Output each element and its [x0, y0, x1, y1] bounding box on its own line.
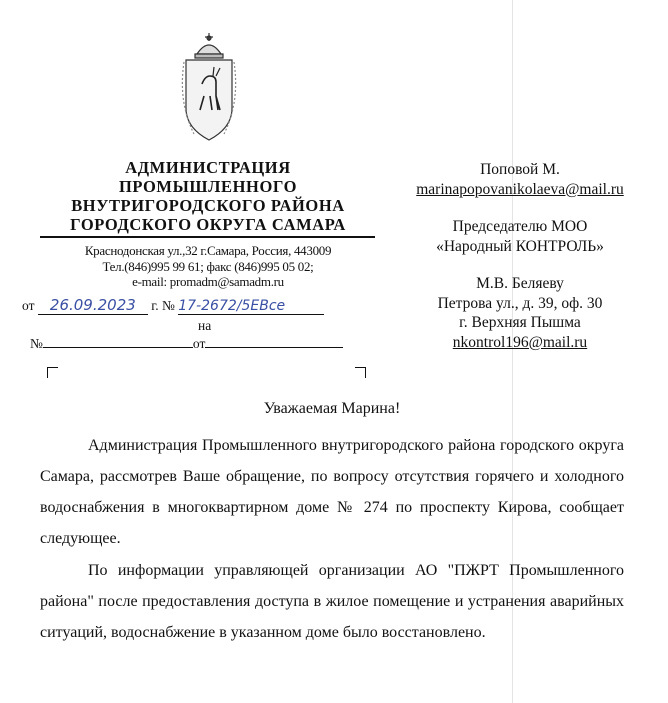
corner-mark-left [47, 367, 58, 378]
org-email: e-mail: promadm@samadm.ru [132, 274, 284, 289]
salutation: Уважаемая Марина! [263, 400, 401, 417]
org-line-2: ПРОМЫШЛЕННОГО [118, 177, 298, 196]
recipient-1-email: marinapopovanikolaeva@mail.ru [416, 180, 624, 198]
recipient-1-name: Поповой М. [480, 161, 560, 178]
number-label: № [162, 298, 175, 313]
recipients-block [400, 160, 640, 352]
org-phone: Тел.(846)995 99 61; факс (846)995 05 02; [102, 258, 314, 274]
corner-mark-right [355, 367, 366, 378]
recipient-3-name: М.В. Беляеву [476, 275, 564, 292]
org-address: Краснодонская ул.,32 г.Самара, Россия, 443009 [84, 243, 332, 258]
reply-line [30, 336, 343, 352]
number-handwritten: 17-2672/5ЕВсе [178, 298, 286, 314]
reply-from-label: от [192, 336, 206, 351]
org-line-3: ВНУТРИГОРОДСКОГО РАЙОНА [71, 196, 345, 215]
samara-coat-of-arms-icon [180, 32, 238, 152]
year-suffix: г. [151, 298, 159, 313]
reply-date-blank [205, 347, 343, 348]
paragraph-1: Администрация Промышленного внутригородского района городского округа Самара, рассмотрев Ваше обращение, по вопросу отсутствия горячего и холодного водоснабжения в многоквартирном доме № 274 по проспекту Кирова, сообщает следующее. [40, 437, 624, 547]
reply-number-blank [43, 347, 193, 348]
paragraph-2: По информации управляющей организации АО "ПЖРТ Промышленного района" после предоставления доступа в жилое помещение и устранения аварийных ситуаций, водоснабжение в указанном доме было восстановлено. [40, 562, 624, 641]
organization-name [40, 158, 376, 234]
org-contacts [40, 243, 376, 290]
date-field [38, 296, 148, 315]
from-label: от [22, 298, 35, 313]
number-field [178, 298, 324, 315]
header-divider [40, 236, 375, 238]
recipient-2-title-line1: Председателю МОО [452, 218, 588, 235]
org-line-1: АДМИНИСТРАЦИЯ [125, 158, 291, 177]
reply-label: на [198, 318, 212, 333]
recipient-2-title-line2: «Народный КОНТРОЛЬ» [436, 237, 604, 255]
reply-no-label: № [30, 336, 43, 351]
recipient-3-email: nkontrol196@mail.ru [452, 333, 588, 351]
recipient-3-address-line1: Петрова ул., д. 39, оф. 30 [437, 294, 603, 312]
date-handwritten: 26.09.2023 [49, 296, 136, 314]
registration-line [22, 296, 374, 316]
recipient-3-address-line2: г. Верхняя Пышма [459, 314, 581, 331]
org-line-4: ГОРОДСКОГО ОКРУГА САМАРА [70, 215, 346, 234]
